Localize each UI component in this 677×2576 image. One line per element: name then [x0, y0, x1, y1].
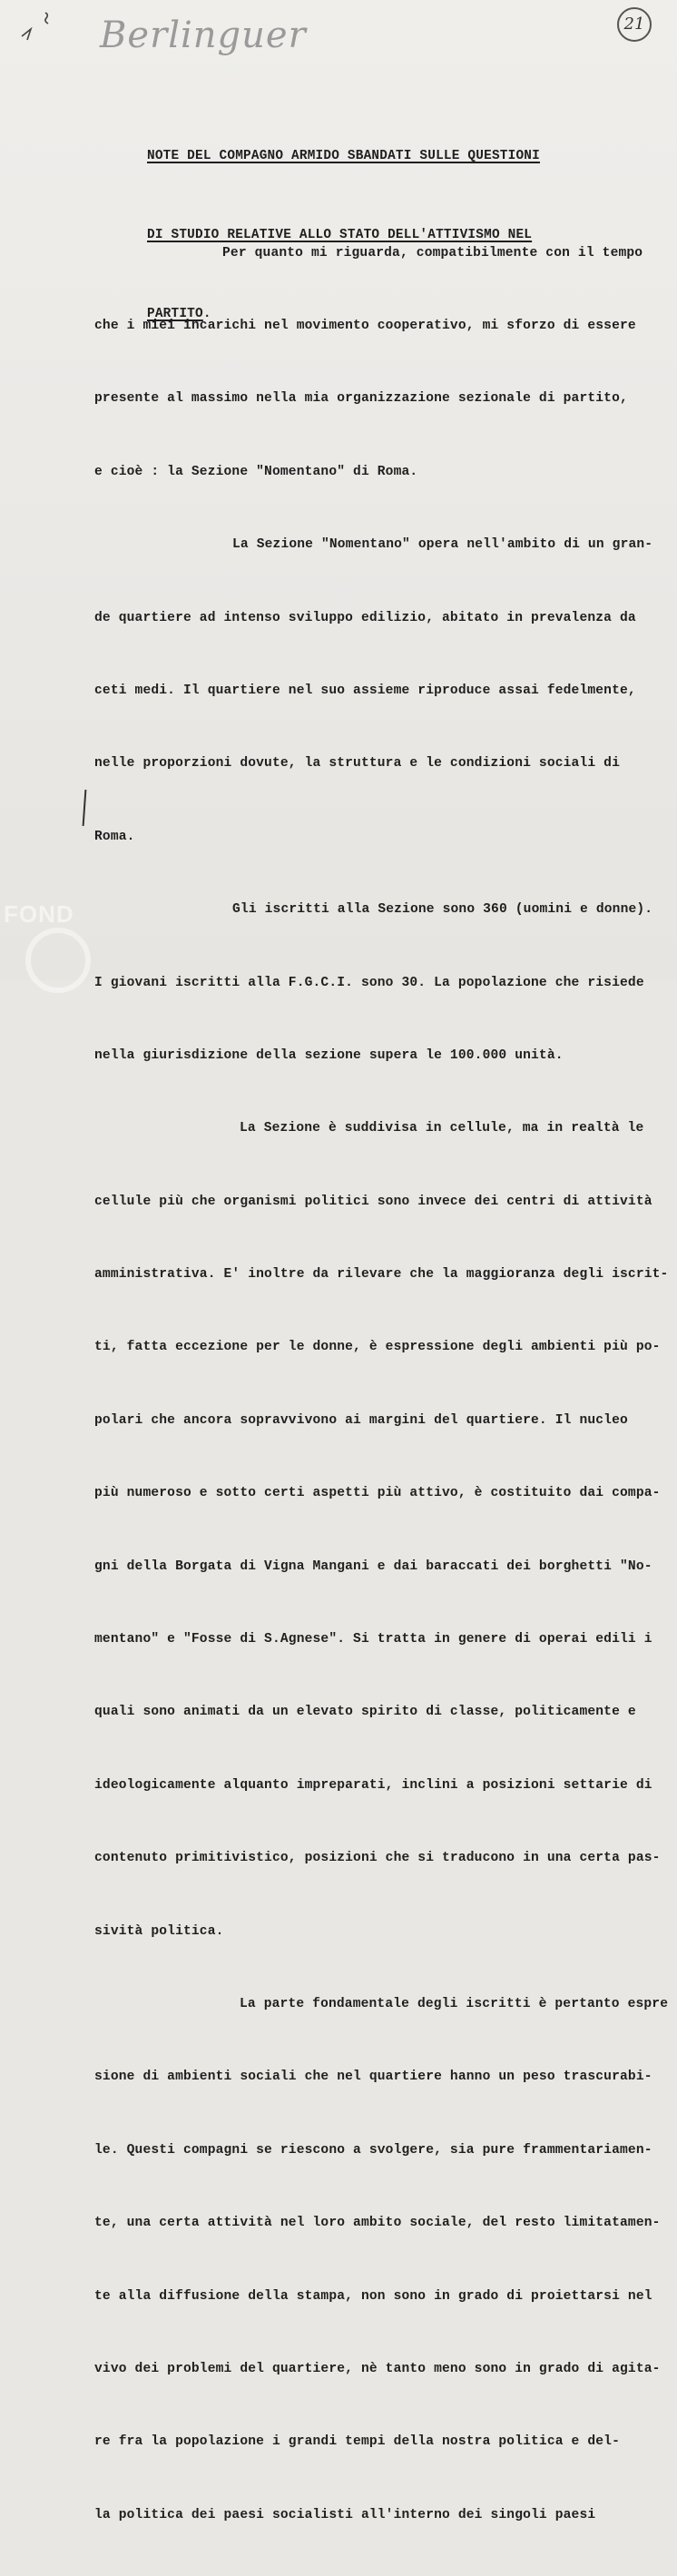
document-body — [0, 192, 677, 2576]
body-line: La parte fondamentale degli iscritti è pertanto espre — [240, 1996, 669, 2011]
body-line: cellule più che organismi politici sono invece dei centri di attività — [94, 1194, 652, 1209]
body-line: Per quanto mi riguarda, compatibilmente con il tempo — [222, 245, 643, 261]
body-line: Roma. — [94, 829, 135, 844]
archive-watermark: FOND — [4, 900, 74, 928]
body-line: La Sezione è suddivisa in cellule, ma in realtà le — [240, 1121, 644, 1136]
body-line: le. Questi compagni se riescono a svolgere, sia pure frammentariamen- — [94, 2142, 652, 2158]
body-line: nelle proporzioni dovute, la struttura e le condizioni sociali di — [94, 756, 620, 772]
body-line: La Sezione "Nomentano" opera nell'ambito di un gran- — [232, 537, 653, 553]
title-line-3-period: . — [202, 307, 211, 321]
archive-watermark-logo — [25, 928, 91, 993]
body-line: sività politica. — [94, 1923, 224, 1939]
body-line: re fra la popolazione i grandi tempi della nostra politica e del- — [94, 2434, 620, 2450]
title-line-2: DI STUDIO RELATIVE ALLO STATO DELL'ATTIVISMO NEL — [147, 228, 533, 242]
corner-pencil-mark — [18, 9, 54, 42]
body-line: gni della Borgata di Vigna Mangani e dai baraccati dei borghetti "No- — [94, 1558, 652, 1574]
body-line: che i miei incarichi nel movimento cooperativo, mi sforzo di essere — [94, 318, 636, 333]
body-line: nella giurisdizione della sezione supera le 100.000 unità. — [94, 1047, 564, 1063]
body-line: ti, fatta eccezione per le donne, è espressione degli ambienti più po- — [94, 1340, 661, 1355]
page-number: 21 — [617, 7, 652, 42]
body-line: I giovani iscritti alla F.G.C.I. sono 30. La popolazione che risiede — [94, 975, 644, 990]
body-line: e cioè : la Sezione "Nomentano" di Roma. — [94, 464, 418, 479]
body-line: Gli iscritti alla Sezione sono 360 (uomini e donne). — [232, 902, 653, 918]
body-line: la politica dei paesi socialisti all'interno dei singoli paesi — [94, 2507, 596, 2522]
body-line: te alla diffusione della stampa, non sono in grado di proiettarsi nel — [94, 2288, 652, 2304]
body-line: vivo dei problemi del quartiere, nè tanto meno sono in grado di agita- — [94, 2361, 661, 2376]
title-line-3-text: PARTITO — [147, 307, 203, 321]
body-line: contenuto primitivistico, posizioni che si traducono in una certa pas- — [94, 1851, 661, 1866]
title-line-1: NOTE DEL COMPAGNO ARMIDO SBANDATI SULLE QUESTIONI — [147, 149, 540, 163]
body-line: ceti medi. Il quartiere nel suo assieme riproduce assai fedelmente, — [94, 683, 636, 698]
body-line: più numeroso e sotto certi aspetti più attivo, è costituito dai compa- — [94, 1486, 661, 1501]
body-line: te, una certa attività nel loro ambito sociale, del resto limitatamen- — [94, 2216, 661, 2231]
handwritten-name: Berlinguer — [100, 15, 307, 56]
body-line: presente al massimo nella mia organizzazione sezionale di partito, — [94, 391, 628, 407]
body-line: amministrativa. E' inoltre da rilevare che la maggioranza degli iscrit- — [94, 1267, 669, 1283]
body-line: quali sono animati da un elevato spirito di classe, politicamente e — [94, 1705, 636, 1720]
body-line: mentano" e "Fosse di S.Agnese". Si tratta in genere di operai edili i — [94, 1632, 652, 1647]
body-line: ideologicamente alquanto impreparati, inclini a posizioni settarie di — [94, 1777, 652, 1793]
body-line: sione di ambienti sociali che nel quartiere hanno un peso trascurabi- — [94, 2070, 652, 2085]
body-line: polari che ancora sopravvivono ai margini del quartiere. Il nucleo — [94, 1412, 628, 1428]
body-line: de quartiere ad intenso sviluppo edilizio, abitato in prevalenza da — [94, 610, 636, 625]
